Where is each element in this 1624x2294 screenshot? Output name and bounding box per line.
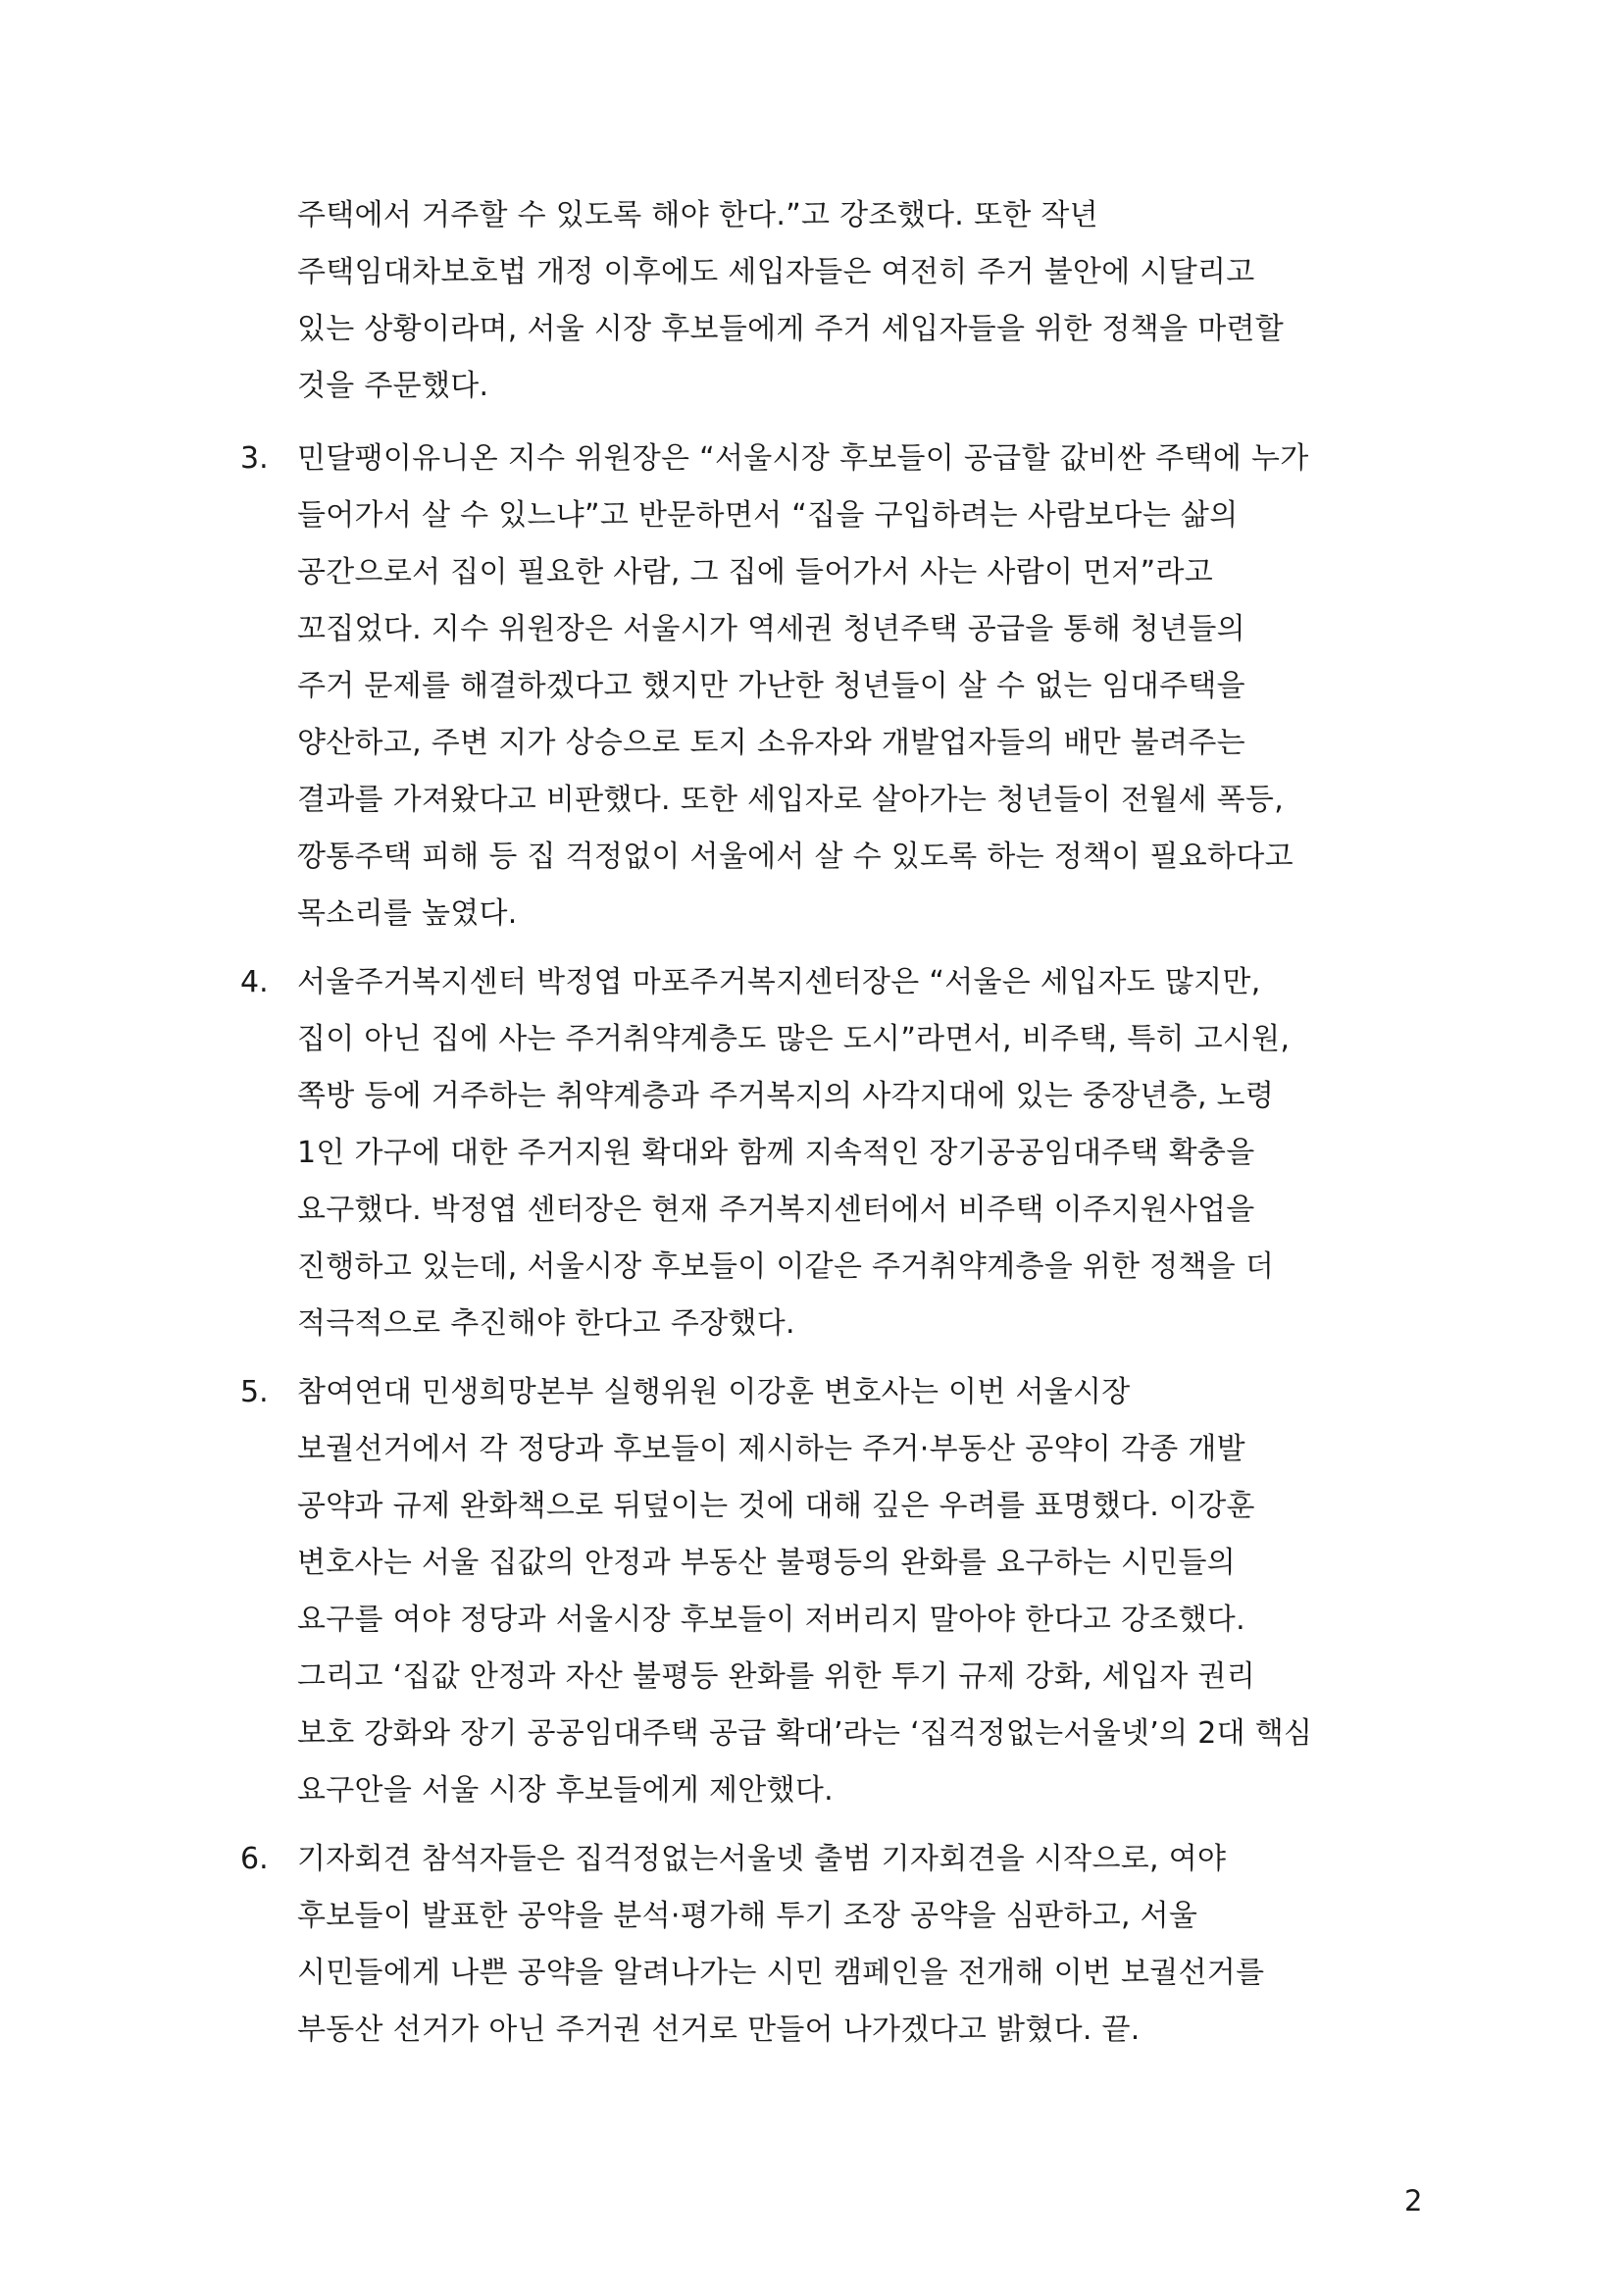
list-item-number: 5. <box>240 1375 269 1409</box>
list-item-line: 보호 강화와 장기 공공임대주택 공급 확대’라는 ‘집걱정없는서울넷’의 2대 핵심 <box>297 1716 1313 1751</box>
list-item-line: 공약과 규제 완화책으로 뒤덮이는 것에 대해 깊은 우려를 표명했다. 이강훈 <box>297 1489 1255 1523</box>
page-number: 2 <box>1404 2184 1423 2218</box>
list-item-line: 쪽방 등에 거주하는 취약계층과 주거복지의 사각지대에 있는 중장년층, 노령 <box>297 1079 1275 1113</box>
list-item-line: 진행하고 있는데, 서울시장 후보들이 이같은 주거취약계층을 위한 정책을 더 <box>297 1249 1275 1284</box>
list-item-line: 참여연대 민생희망본부 실행위원 이강훈 변호사는 이번 서울시장 <box>297 1375 1131 1409</box>
list-item-number: 3. <box>240 441 269 476</box>
list-item-number: 4. <box>240 965 269 999</box>
list-item-number: 6. <box>240 1842 269 1876</box>
list-item-line: 적극적으로 추진해야 한다고 주장했다. <box>297 1306 795 1341</box>
list-item-line: 결과를 가져왔다고 비판했다. 또한 세입자로 살아가는 청년들이 전월세 폭등, <box>297 783 1285 817</box>
list-item-line: 들어가서 살 수 있느냐”고 반문하면서 “집을 구입하려는 사람보다는 삶의 <box>297 498 1239 533</box>
list-item-line: 요구안을 서울 시장 후보들에게 제안했다. <box>297 1773 834 1808</box>
intro-line: 주택임대차보호법 개정 이후에도 세입자들은 여전히 주거 불안에 시달리고 <box>297 255 1255 289</box>
list-item-line: 주거 문제를 해결하겠다고 했지만 가난한 청년들이 살 수 없는 임대주택을 <box>297 669 1245 703</box>
intro-line: 주택에서 거주할 수 있도록 해야 한다.”고 강조했다. 또한 작년 <box>297 198 1098 232</box>
list-item-line: 부동산 선거가 아닌 주거권 선거로 만들어 나가겠다고 밝혔다. 끝. <box>297 2013 1141 2047</box>
list-item-line: 목소리를 높였다. <box>297 896 518 931</box>
list-item-line: 시민들에게 나쁜 공약을 알려나가는 시민 캠페인을 전개해 이번 보궐선거를 <box>297 1956 1265 1990</box>
list-item-line: 공간으로서 집이 필요한 사람, 그 집에 들어가서 사는 사람이 먼저”라고 <box>297 555 1214 589</box>
list-item-line: 집이 아닌 집에 사는 주거취약계층도 많은 도시”라면서, 비주택, 특히 고시원, <box>297 1022 1291 1056</box>
list-item-line: 그리고 ‘집값 안정과 자산 불평등 완화를 위한 투기 규제 강화, 세입자 권리 <box>297 1659 1255 1694</box>
list-item-line: 민달팽이유니온 지수 위원장은 “서울시장 후보들이 공급할 값비싼 주택에 누가 <box>297 441 1309 476</box>
intro-line: 있는 상황이라며, 서울 시장 후보들에게 주거 세입자들을 위한 정책을 마련할 <box>297 312 1285 346</box>
list-item-line: 후보들이 발표한 공약을 분석·평가해 투기 조장 공약을 심판하고, 서울 <box>297 1899 1198 1933</box>
list-item-line: 양산하고, 주변 지가 상승으로 토지 소유자와 개발업자들의 배만 불려주는 <box>297 726 1245 760</box>
list-item-line: 꼬집었다. 지수 위원장은 서울시가 역세권 청년주택 공급을 통해 청년들의 <box>297 612 1245 646</box>
list-item-line: 1인 가구에 대한 주거지원 확대와 함께 지속적인 장기공공임대주택 확충을 <box>297 1136 1255 1170</box>
list-item-line: 요구를 여야 정당과 서울시장 후보들이 저버리지 말아야 한다고 강조했다. <box>297 1603 1245 1637</box>
list-item-line: 깡통주택 피해 등 집 걱정없이 서울에서 살 수 있도록 하는 정책이 필요하다고 <box>297 840 1294 874</box>
list-item-line: 보궐선거에서 각 정당과 후보들이 제시하는 주거·부동산 공약이 각종 개발 <box>297 1432 1245 1466</box>
list-item-line: 기자회견 참석자들은 집걱정없는서울넷 출범 기자회견을 시작으로, 여야 <box>297 1842 1227 1876</box>
list-item-line: 서울주거복지센터 박정엽 마포주거복지센터장은 “서울은 세입자도 많지만, <box>297 965 1261 999</box>
list-item-line: 변호사는 서울 집값의 안정과 부동산 불평등의 완화를 요구하는 시민들의 <box>297 1546 1237 1580</box>
intro-line: 것을 주문했다. <box>297 369 489 403</box>
list-item-line: 요구했다. 박정엽 센터장은 현재 주거복지센터에서 비주택 이주지원사업을 <box>297 1193 1255 1227</box>
